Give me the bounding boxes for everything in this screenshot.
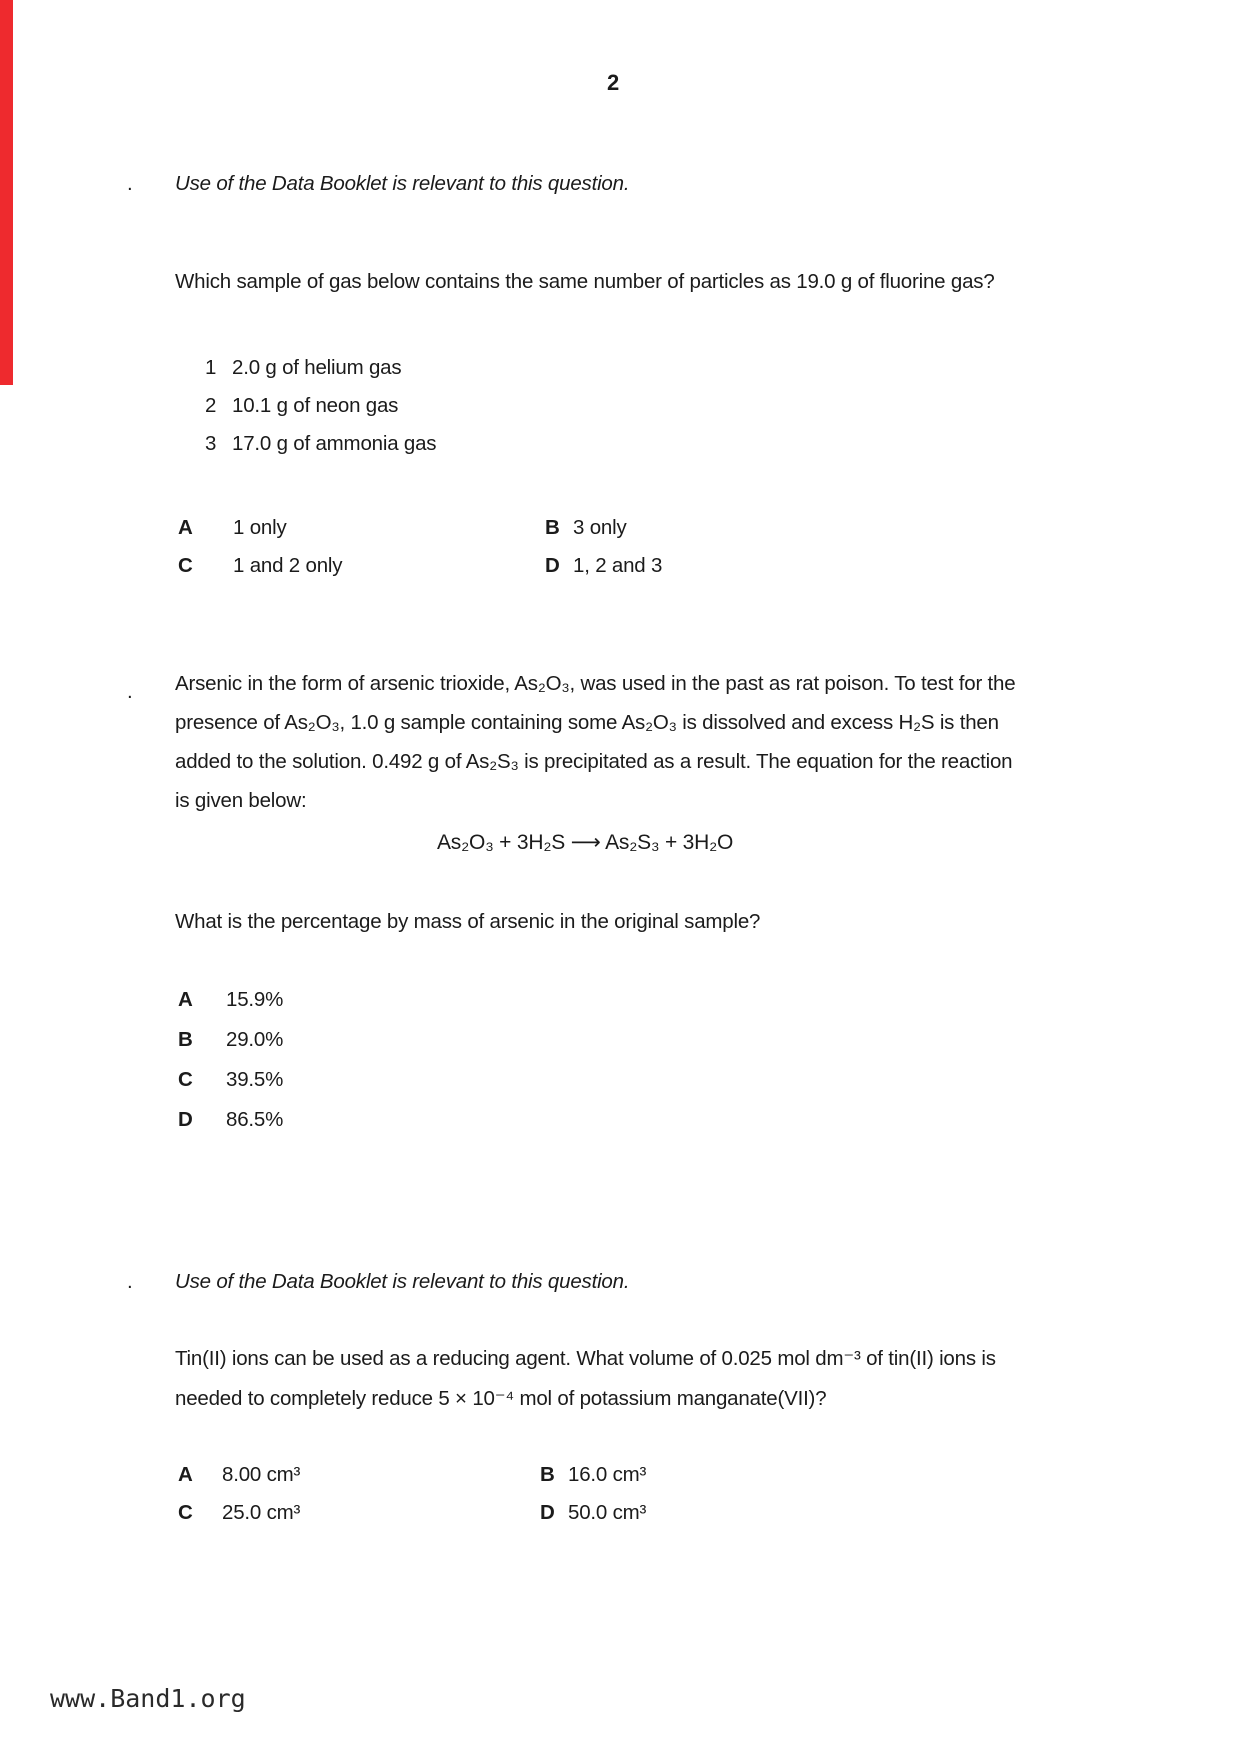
statement-text: 10.1 g of neon gas	[232, 394, 399, 417]
question-marker: .	[127, 172, 133, 195]
question-body-line: Tin(II) ions can be used as a reducing agent. What volume of 0.025 mol dm⁻³ of tin(II) ions is	[175, 1347, 996, 1370]
option-text: 86.5%	[226, 1108, 284, 1131]
question-marker: .	[127, 680, 133, 703]
option-letter: D	[545, 554, 560, 577]
statement-number: 1	[205, 356, 217, 379]
option-letter: B	[545, 516, 560, 539]
data-booklet-note: Use of the Data Booklet is relevant to this question.	[175, 172, 630, 195]
option-text: 15.9%	[226, 988, 284, 1011]
question-body-line: needed to completely reduce 5 × 10⁻⁴ mol of potassium manganate(VII)?	[175, 1387, 827, 1410]
question-body-line: Arsenic in the form of arsenic trioxide, As₂O₃, was used in the past as rat poison. To test for the	[175, 672, 1016, 695]
data-booklet-note: Use of the Data Booklet is relevant to this question.	[175, 1270, 630, 1293]
option-text: 3 only	[573, 516, 627, 539]
statement-text: 2.0 g of helium gas	[232, 356, 402, 379]
question-body-line: presence of As₂O₃, 1.0 g sample containing some As₂O₃ is dissolved and excess H₂S is then	[175, 711, 999, 734]
page-number: 2	[607, 70, 620, 95]
option-text: 1 only	[233, 516, 287, 539]
option-text: 8.00 cm³	[222, 1463, 301, 1486]
option-letter: A	[178, 516, 193, 539]
question-stem: What is the percentage by mass of arsenic in the original sample?	[175, 910, 761, 933]
question-stem: Which sample of gas below contains the same number of particles as 19.0 g of fluorine gas?	[175, 270, 995, 293]
question-marker: .	[127, 1270, 133, 1293]
option-letter: D	[540, 1501, 555, 1524]
question-body-line: is given below:	[175, 789, 307, 812]
question-body-line: added to the solution. 0.492 g of As₂S₃ is precipitated as a result. The equation for the reaction	[175, 750, 1013, 773]
red-margin-mark	[0, 0, 13, 385]
option-letter: C	[178, 554, 193, 577]
option-text: 1 and 2 only	[233, 554, 343, 577]
option-text: 1, 2 and 3	[573, 554, 663, 577]
option-letter: B	[540, 1463, 555, 1486]
option-letter: D	[178, 1108, 193, 1131]
option-letter: A	[178, 988, 193, 1011]
statement-number: 2	[205, 394, 217, 417]
footer-url: www.Band1.org	[50, 1684, 246, 1713]
option-letter: B	[178, 1028, 193, 1051]
statement-text: 17.0 g of ammonia gas	[232, 432, 437, 455]
option-letter: C	[178, 1501, 193, 1524]
option-text: 29.0%	[226, 1028, 284, 1051]
chemical-equation: As₂O₃ + 3H₂S ⟶ As₂S₃ + 3H₂O	[437, 831, 734, 854]
option-text: 50.0 cm³	[568, 1501, 647, 1524]
option-text: 25.0 cm³	[222, 1501, 301, 1524]
option-text: 16.0 cm³	[568, 1463, 647, 1486]
option-letter: A	[178, 1463, 193, 1486]
option-text: 39.5%	[226, 1068, 284, 1091]
statement-number: 3	[205, 432, 217, 455]
option-letter: C	[178, 1068, 193, 1091]
